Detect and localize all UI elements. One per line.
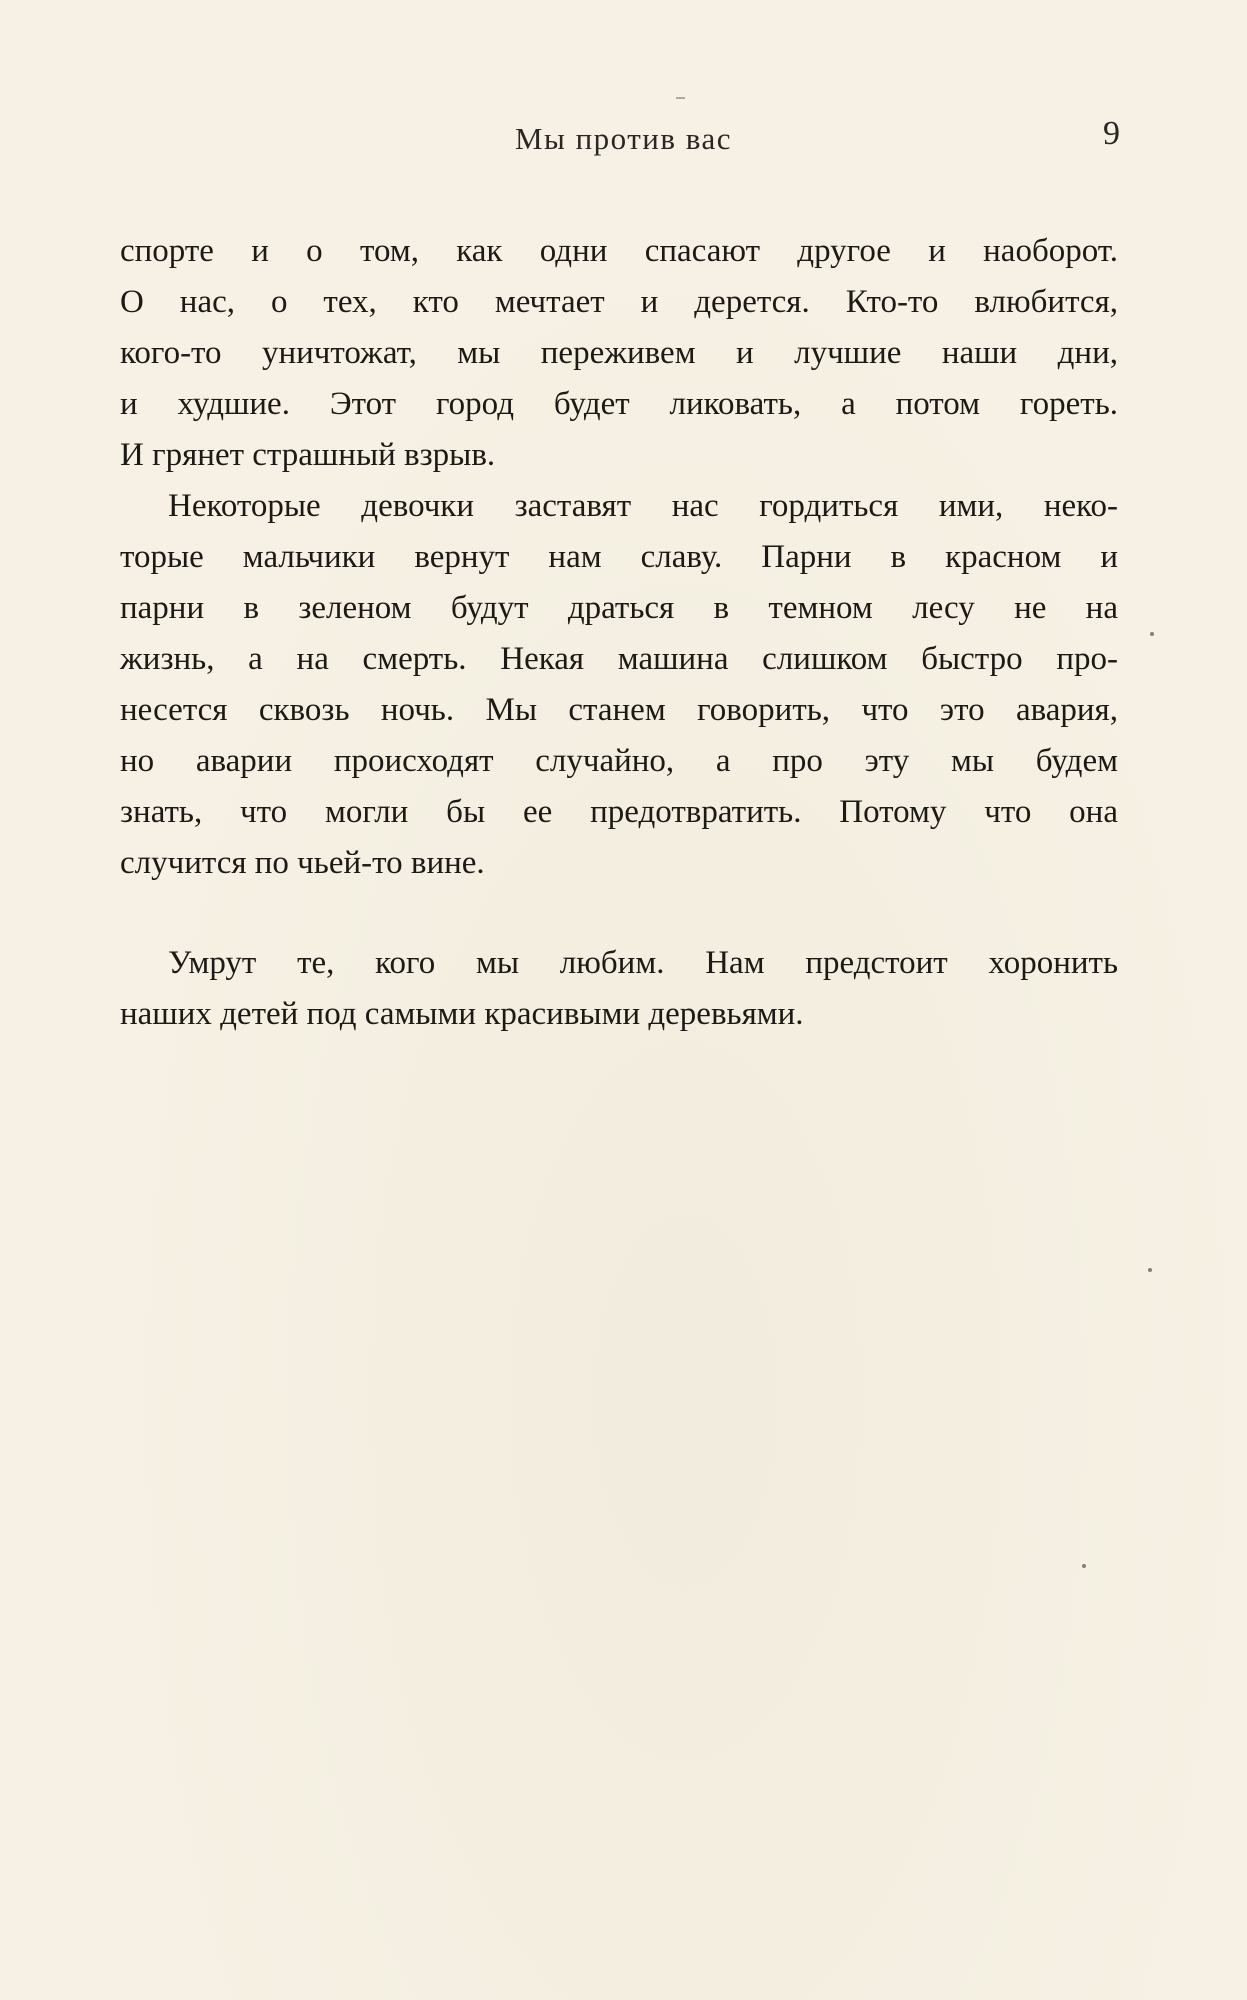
text-line: несется сквозь ночь. Мы станем говорить, что это авария,	[120, 692, 1118, 728]
text-line: торые мальчики вернут нам славу. Парни в красном и	[120, 539, 1118, 575]
page-header	[0, 115, 1247, 165]
page-number: 9	[1103, 115, 1120, 152]
paper-speck	[1082, 1564, 1086, 1568]
paragraph-2	[120, 481, 1118, 889]
text-line: спорте и о том, как одни спасают другое и наоборот.	[120, 233, 1118, 269]
text-line: знать, что могли бы ее предотвратить. Потому что она	[120, 794, 1118, 830]
paragraph-3	[120, 938, 1118, 1040]
text-line: но аварии происходят случайно, а про эту мы будем	[120, 743, 1118, 779]
paper-speck	[1150, 632, 1154, 636]
text-line: Умрут те, кого мы любим. Нам предстоит хоронить	[168, 945, 1118, 981]
text-line: кого-то уничтожат, мы переживем и лучшие наши дни,	[120, 335, 1118, 371]
paper-speck	[1148, 1268, 1152, 1272]
text-line: Некоторые девочки заставят нас гордиться ими, неко-	[168, 488, 1118, 524]
text-line: случится по чьей-то вине.	[120, 845, 485, 881]
running-title: Мы против вас	[514, 121, 733, 156]
text-line: жизнь, а на смерть. Некая машина слишком быстро про-	[120, 641, 1118, 677]
text-line: и худшие. Этот город будет ликовать, а потом гореть.	[120, 386, 1118, 422]
text-line: О нас, о тех, кто мечтает и дерется. Кто-то влюбится,	[120, 284, 1118, 320]
ink-mark	[676, 97, 685, 99]
text-line: И грянет страшный взрыв.	[120, 437, 496, 473]
paragraph-1	[120, 226, 1118, 481]
text-line: парни в зеленом будут драться в темном лесу не на	[120, 590, 1118, 626]
text-line: наших детей под самыми красивыми деревьями.	[120, 996, 804, 1032]
